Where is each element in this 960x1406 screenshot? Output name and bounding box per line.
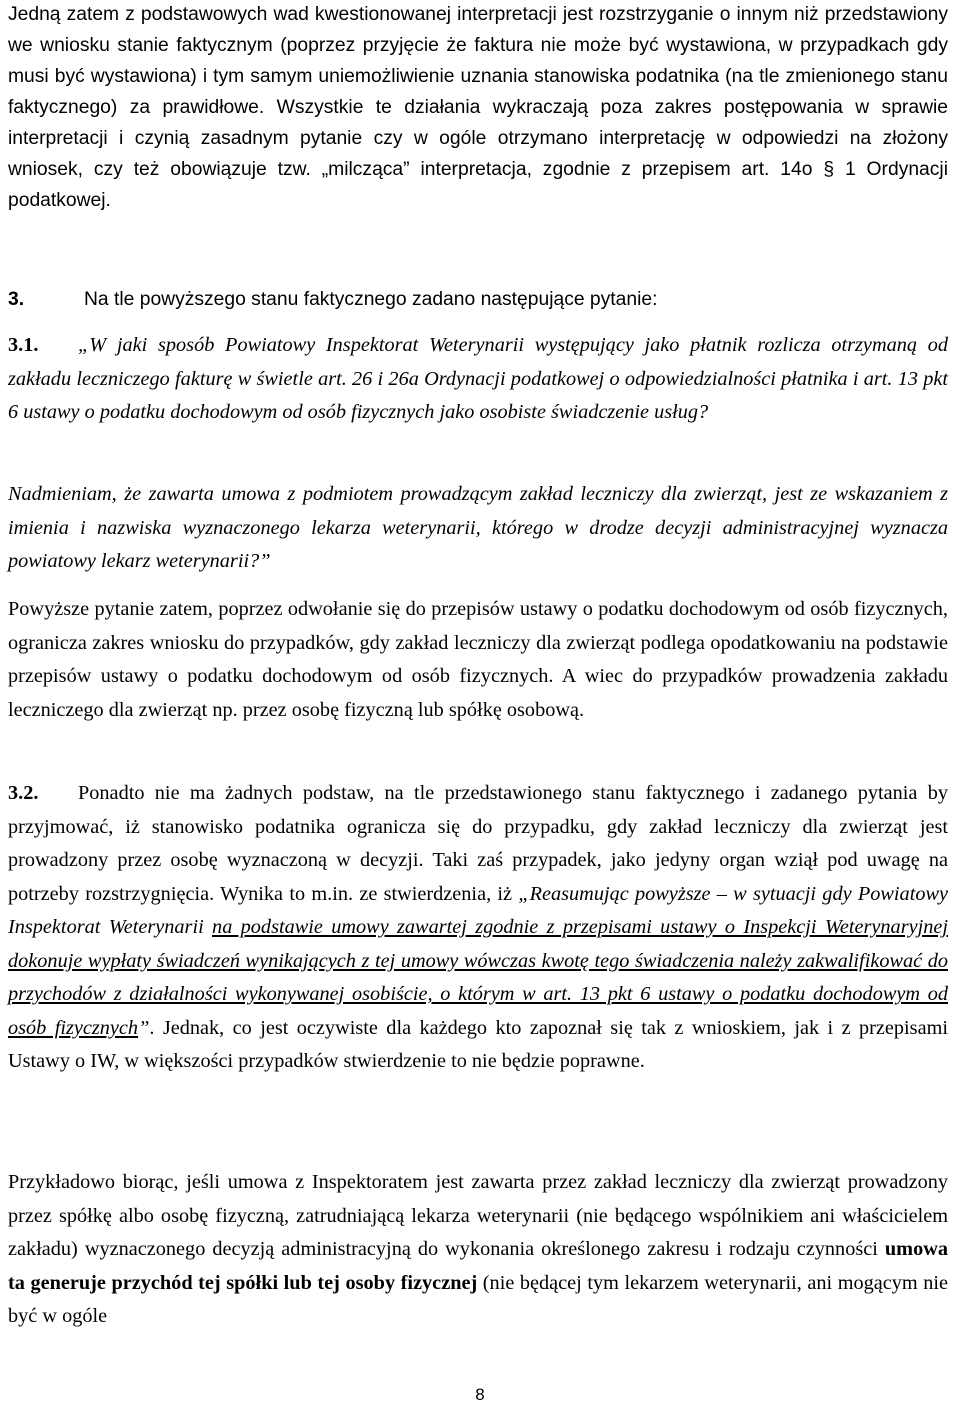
paragraph-interpretation-defect (8, 0, 948, 216)
section-3-heading (8, 284, 948, 315)
section-3-2 (8, 777, 948, 1079)
section-text: . Jednak, co jest oczywiste dla każdego kto zapoznał się tak z wnioskiem, jak i z przepisami Ustawy o IW, w większości przypadków stwierdzenie to nie będzie poprawne. (8, 1016, 948, 1072)
quote-close: ” (138, 1016, 150, 1039)
quote-text: „Reasumując powyższe – w sytuacji gdy Powiatowy Inspektorat Weterynarii (8, 882, 948, 938)
paragraph-text: Jedną zatem z podstawowych wad kwestionowanej interpretacji jest rozstrzyganie o innym niż przedstawiony we wniosku stanie faktycznym (poprzez przyjęcie że faktura nie może być wystawiona, w przypadkach gdy musi być wystawiona) i tym samym uniemożliwienie uznania stanowiska podatnika (na tle zmienionego stanu faktycznego) za prawidłowe. (8, 4, 948, 118)
section-number: 3.1. (8, 334, 39, 356)
paragraph-text: Powyższe pytanie zatem, poprzez odwołanie się do przepisów ustawy o podatku dochodowym od osób fizycznych, ogranicza zakres wniosku do przypadków, gdy zakład leczniczy dla zwierząt podlega opodatkowaniu na podstawie przepisów ustawy o podatku dochodowym od osób fizycznych. A wiec do przypadków prowadzenia zakładu leczniczego dla zwierząt np. przez osobę fizyczną lub spółkę osobową. (8, 598, 948, 721)
section-3-1-question (8, 329, 948, 430)
bold-text: umowa ta generuje przychód tej spółki lub tej osoby fizycznej (8, 1238, 948, 1294)
paragraph-powyzsze (8, 593, 948, 727)
paragraph-nadmieniam (8, 478, 948, 579)
paragraph-text: Przykładowo biorąc, jeśli umowa z Inspektoratem jest zawarta przez zakład leczniczy dla zwierząt prowadzony przez spółkę albo osobę fizyczną, zatrudniającą lekarza weterynarii (nie będącego wspólnikiem ani właścicielem zakładu) wyznaczonego decyzją administracyjną do wykonania określonego zakresu i rodzaju czynności (8, 1171, 948, 1260)
quote-underlined-text: na podstawie umowy zawartej zgodnie z przepisami ustawy o Inspekcji Weterynaryjnej dokonuje wypłaty świadczeń wynikających z tej umowy wówczas kwotę tego świadczenia należy zakwalifikować do przychodów z działalności wykonywanej osobiście, o którym w art. 13 pkt 6 ustawy o podatku dochodowym od osób fizycznych (8, 916, 948, 1039)
section-text: Na tle powyższego stanu faktycznego zadano następujące pytanie: (84, 289, 658, 310)
section-text: Ponadto nie ma żadnych podstaw, na tle przedstawionego stanu faktycznego i zadanego pytania by przyjmować, iż stanowisko podatnika ogranicza się do przypadku, gdy zakład leczniczy dla zwierząt jest prowadzony przez osobę wyznaczoną w decyzji. Taki zaś przypadek, jako jedyny organ wziął pod uwagę na potrzeby rozstrzygnięcia. Wynika to m.in. ze stwierdzenia, iż (8, 782, 948, 905)
paragraph-text: Wszystkie te działania wykraczają poza zakres postępowania w sprawie interpretacji i czynią zasadnym pytanie czy w ogóle otrzymano interpretację w odpowiedzi na złożony wniosek, czy też obowiązuje tzw. „milcząca” interpretacja, zgodnie z przepisem art. 14o § 1 Ordynacji podatkowej. (8, 97, 948, 211)
paragraph-text: (nie będącej tym lekarzem weterynarii, ani mogącym nie być w ogóle (8, 1271, 949, 1327)
section-number: 3.2. (8, 782, 39, 804)
paragraph-text: Nadmieniam, że zawarta umowa z podmiotem prowadzącym zakład leczniczy dla zwierząt, jest ze wskazaniem z imienia i nazwiska wyznaczonego lekarza weterynarii, którego w drodze decyzji administracyjnej wyznacza powiatowy lekarz weterynarii?” (8, 483, 948, 572)
section-number: 3. (8, 289, 25, 310)
page-number: 8 (475, 1385, 485, 1404)
paragraph-przykladowo (8, 1166, 948, 1334)
question-text: „W jaki sposób Powiatowy Inspektorat Weterynarii występujący jako płatnik rozlicza otrzymaną od zakładu leczniczego fakturę w świetle art. 26 i 26a Ordynacji podatkowej o odpowiedzialności płatnika i art. 13 pkt 6 ustawy o podatku dochodowym od osób fizycznych jako osobiste świadczenie usług? (8, 334, 948, 423)
